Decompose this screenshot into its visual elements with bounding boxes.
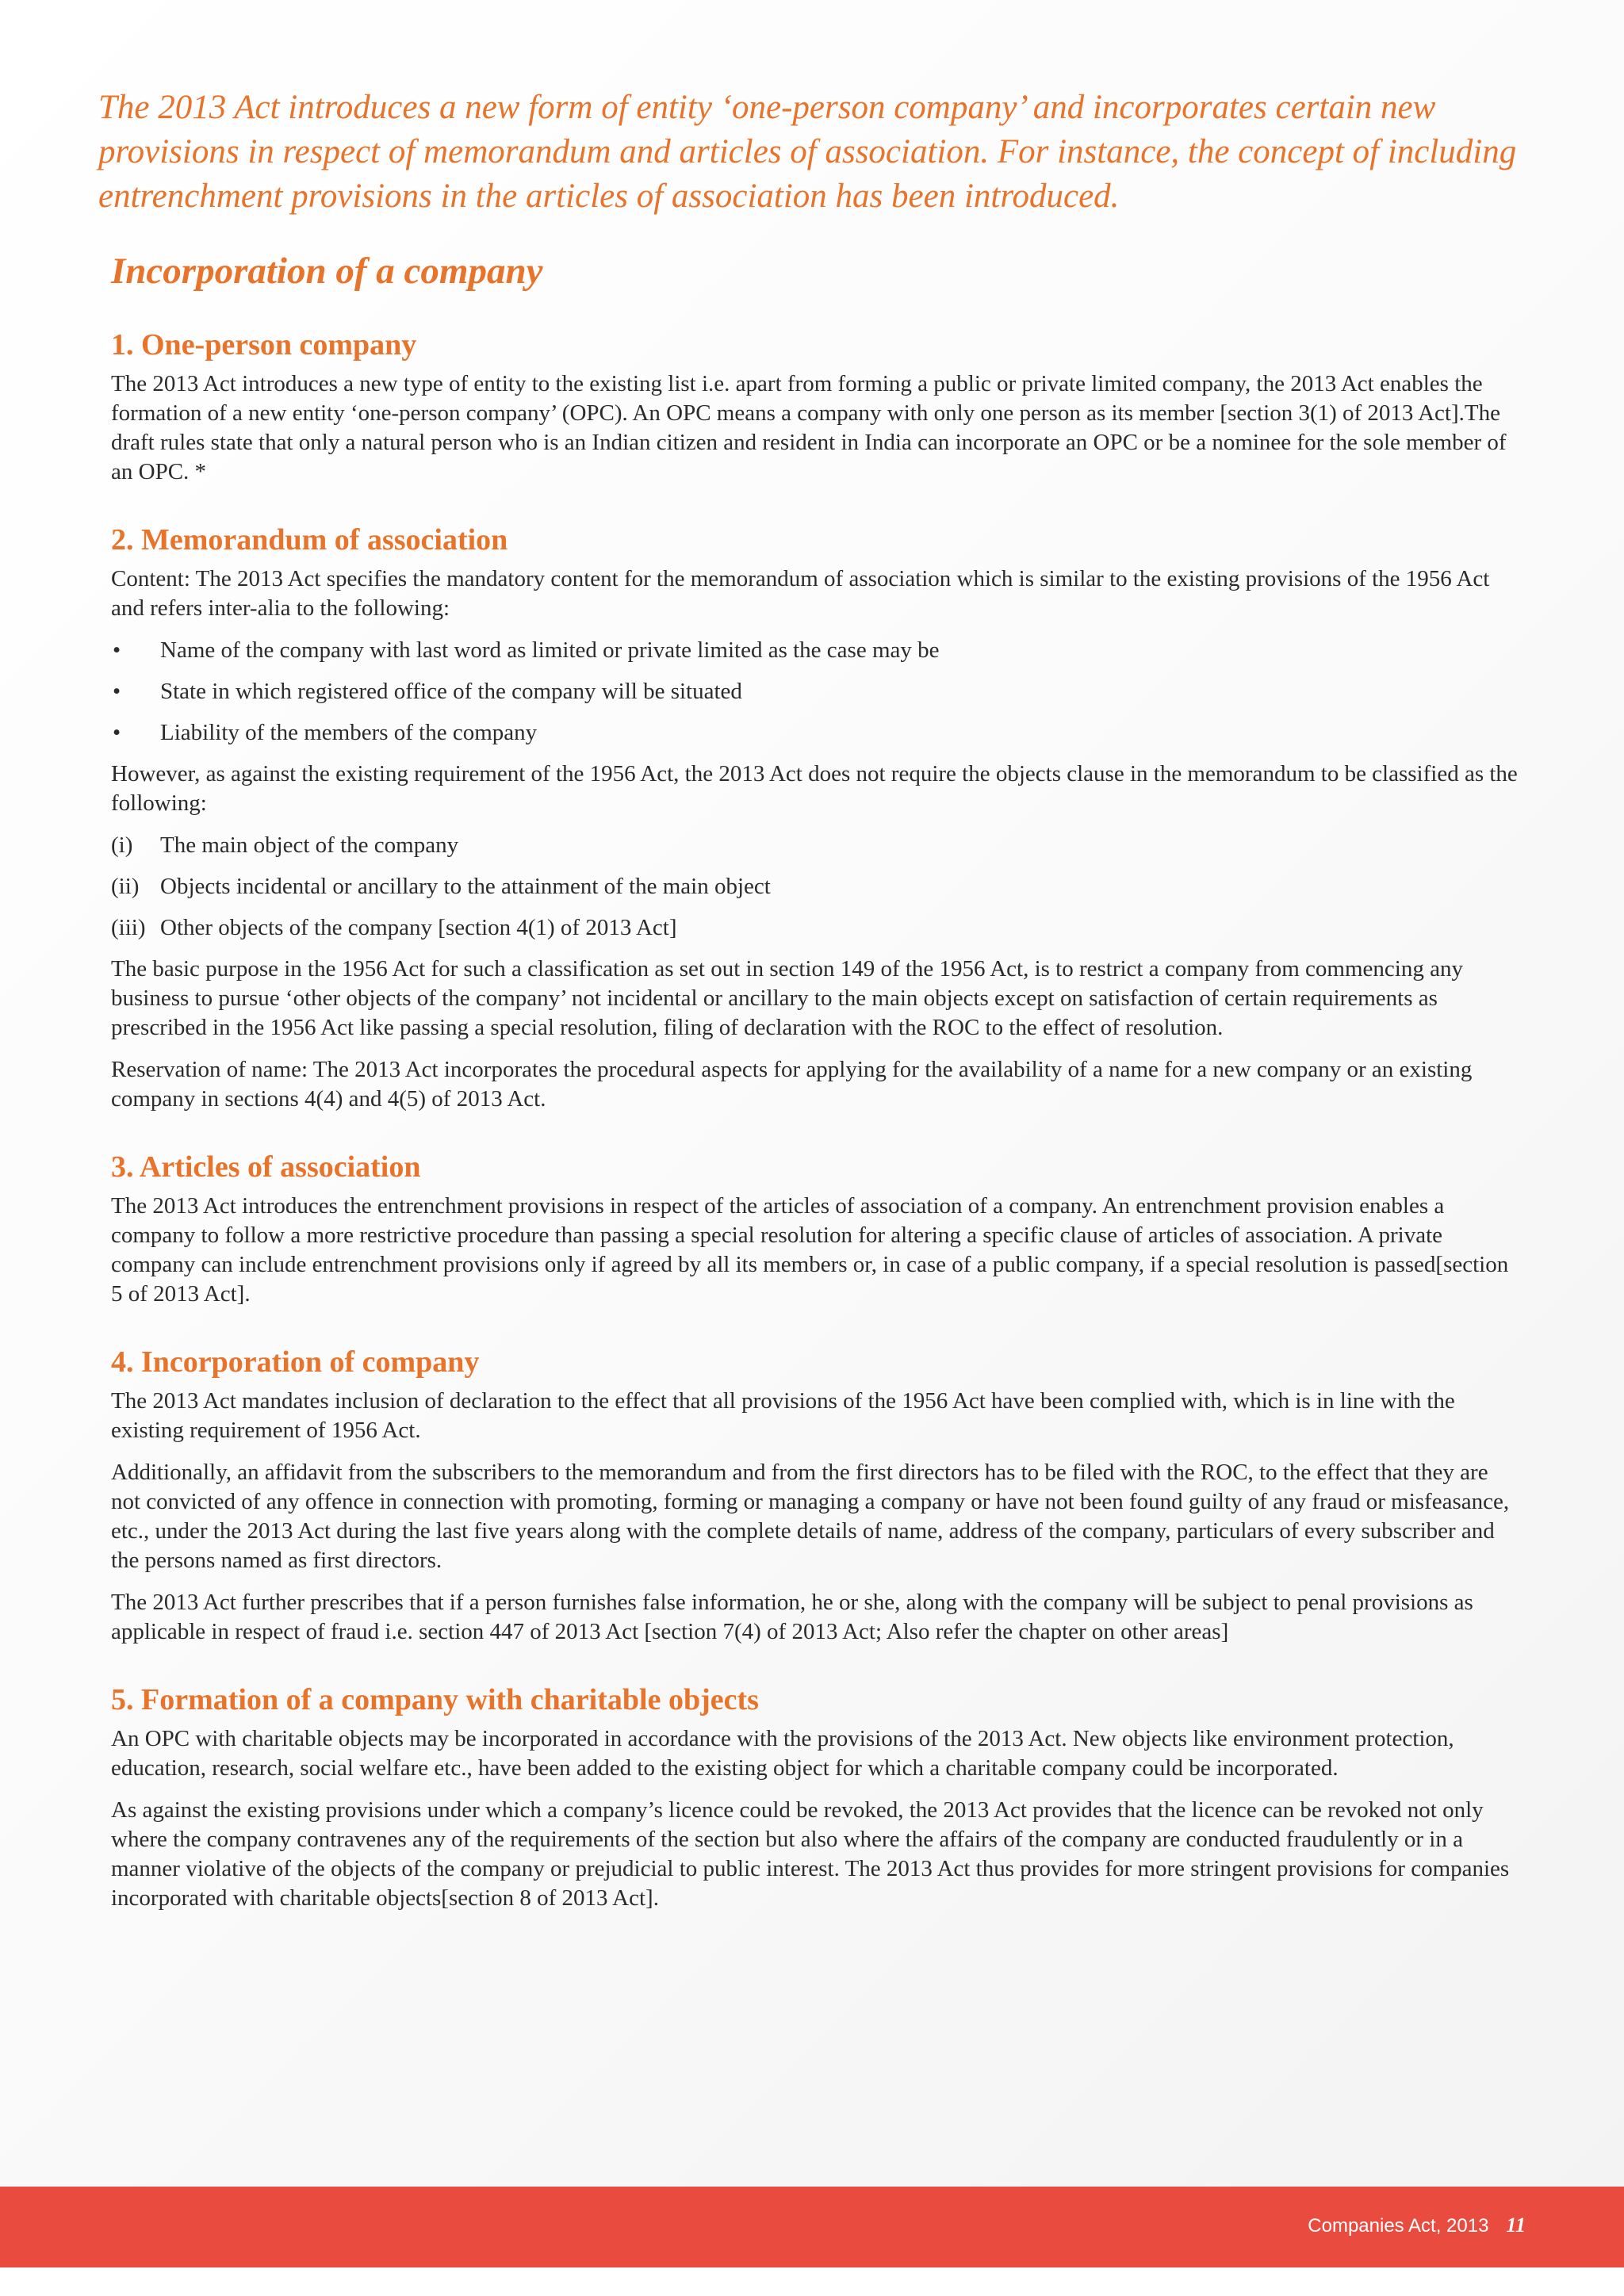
list-marker: (i) — [111, 832, 133, 858]
paragraph: Reservation of name: The 2013 Act incorporates the procedural aspects for applying for the availability of a name for a new company or an existing company in sections 4(4) and 4(5) of 2013 Act. — [111, 1057, 1473, 1112]
bullet-icon: • — [113, 679, 121, 704]
paragraph: The 2013 Act introduces the entrenchment provisions in respect of the articles of association of a company. An entrenchment provision enables a company to follow a more restrictive procedure than passing a special resolution for altering a specific clause of articles of association. A private company can include entrenchment provisions only if agreed by all its members or, in case of a public company, if a special resolution is passed[section 5 of 2013 Act]. — [111, 1193, 1509, 1307]
list-item-text: Other objects of the company [section 4(1) of 2013 Act] — [160, 915, 677, 940]
section-heading: 1. One-person company — [111, 328, 417, 362]
section-articles — [111, 1147, 1522, 1309]
paragraph: An OPC with charitable objects may be incorporated in accordance with the provisions of the 2013 Act. New objects like environment protection, education, research, social welfare etc., have been added to the existing object for which a charitable company could be incorporated. — [111, 1726, 1454, 1781]
paragraph: The 2013 Act introduces a new type of entity to the existing list i.e. apart from forming a public or private limited company, the 2013 Act enables the formation of a new entity ‘one-person company’ (OPC). An OPC means a company with only one person as its member [section 3(1) of 2013 Act].The draft rules state that only a natural person who is an Indian citizen and resident in India can incorporate an OPC or be a nominee for the sole member of an OPC. * — [111, 371, 1507, 484]
section-one-person-company — [111, 325, 1522, 487]
section-incorporation — [111, 1342, 1522, 1647]
paragraph: The 2013 Act mandates inclusion of declaration to the effect that all provisions of the 1956 Act have been complied with, which is in line with the existing requirement of 1956 Act. — [111, 1388, 1455, 1443]
list-item — [111, 831, 1522, 860]
section-heading: 4. Incorporation of company — [111, 1345, 480, 1379]
list-item-text: Objects incidental or ancillary to the attainment of the main object — [160, 874, 771, 899]
list-item-text: The main object of the company — [160, 832, 459, 858]
list-item — [111, 872, 1522, 901]
bullet-list — [111, 636, 1522, 748]
section-title: Incorporation of a company — [111, 251, 543, 292]
footer-bar — [0, 2187, 1624, 2267]
list-marker: (iii) — [111, 915, 146, 940]
list-item — [111, 718, 1522, 748]
numbered-list — [111, 831, 1522, 943]
list-marker: (ii) — [111, 874, 140, 899]
list-item-text: State in which registered office of the company will be situated — [160, 679, 742, 704]
paragraph: As against the existing provisions under which a company’s licence could be revoked, the 2013 Act provides that the licence can be revoked not only where the company contravenes any of the requirements of the section but also where the affairs of the company are conducted fraudulently or in a manner violative of the objects of the company or prejudicial to public interest. The 2013 Act thus provides for more stringent provisions for companies incorporated with charitable objects[section 8 of 2013 Act]. — [111, 1797, 1510, 1911]
section-heading: 2. Memorandum of association — [111, 523, 508, 557]
paragraph: Content: The 2013 Act specifies the mandatory content for the memorandum of association which is similar to the existing provisions of the 1956 Act and refers inter-alia to the following: — [111, 566, 1490, 621]
section-charitable — [111, 1680, 1522, 1913]
paragraph: However, as against the existing requirement of the 1956 Act, the 2013 Act does not require the objects clause in the memorandum to be classified as the following: — [111, 761, 1518, 816]
intro-text: The 2013 Act introduces a new form of entity ‘one-person company’ and incorporates certain new provisions in respect of memorandum and articles of association. For instance, the concept of including entrenchment provisions in the articles of association has been introduced. — [98, 89, 1517, 215]
main-content — [111, 247, 1522, 1946]
paragraph: The basic purpose in the 1956 Act for such a classification as set out in section 149 of the 1956 Act, is to restrict a company from commencing any business to pursue ‘other objects of the company’ not incidental or ancillary to the main objects except on satisfaction of certain requirements as prescribed in the 1956 Act like passing a special resolution, filing of declaration with the ROC to the effect of resolution. — [111, 956, 1463, 1040]
list-item — [111, 636, 1522, 665]
list-item-text: Name of the company with last word as limited or private limited as the case may be — [160, 637, 940, 663]
section-heading: 5. Formation of a company with charitable objects — [111, 1683, 759, 1716]
section-memorandum — [111, 520, 1522, 1114]
paragraph: Additionally, an affidavit from the subscribers to the memorandum and from the first directors has to be filed with the ROC, to the effect that they are not convicted of any offence in connection with promoting, forming or managing a company or have not been found guilty of any fraud or misfeasance, etc., under the 2013 Act during the last five years along with the complete details of name, address of the company, particulars of every subscriber and the persons named as first directors. — [111, 1460, 1510, 1573]
page-number: 11 — [1506, 2214, 1526, 2237]
footer-title: Companies Act, 2013 — [1308, 2215, 1489, 2237]
bullet-icon: • — [113, 720, 121, 745]
list-item-text: Liability of the members of the company — [160, 720, 538, 745]
bullet-icon: • — [113, 637, 121, 663]
footer — [1308, 2214, 1526, 2237]
paragraph: The 2013 Act further prescribes that if a person furnishes false information, he or she, along with the company will be subject to penal provisions as applicable in respect of fraud i.e. section 447 of 2013 Act [section 7(4) of 2013 Act; Also refer the chapter on other areas] — [111, 1590, 1473, 1644]
list-item — [111, 913, 1522, 943]
section-heading: 3. Articles of association — [111, 1150, 421, 1184]
list-item — [111, 677, 1522, 706]
